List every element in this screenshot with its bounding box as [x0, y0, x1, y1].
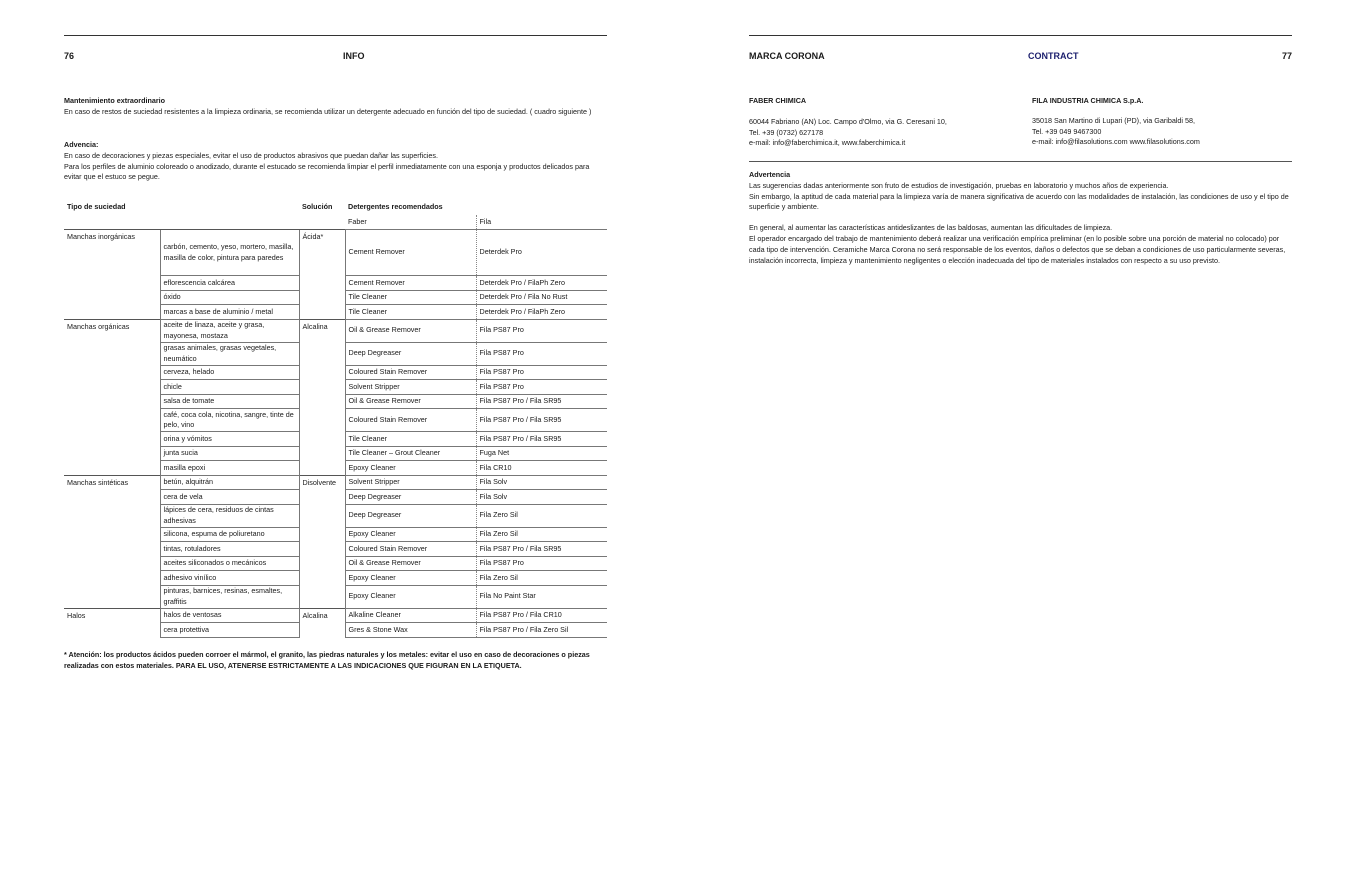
- col-header-solution: Solución: [302, 201, 333, 211]
- fila-product: Fila PS87 Pro / Fila SR95: [476, 409, 607, 432]
- right-page: [749, 0, 1292, 881]
- footnote: * Atención: los productos ácidos pueden corroer el mármol, el granito, las piedras naturales y los metales: evitar el uso en caso de decoraciones o piezas realizadas con estos materiales. PARA EL USO, ATENERSE ESTRICTAMENTE A LAS INDICACIONES QUE FIGURAN EN LA ETIQUETA.: [64, 650, 590, 670]
- stain-description: salsa de tomate: [160, 394, 299, 409]
- maintenance-text: En caso de restos de suciedad resistentes a la limpieza ordinaria, se recomienda utilizar un detergente adecuado en función del tipo de suciedad. ( cuadro siguiente ): [64, 106, 592, 116]
- advertencia-title: Advertencia: [749, 170, 791, 179]
- faber-phone: Tel. +39 (0732) 627178: [749, 127, 824, 137]
- stain-description: grasas animales, grasas vegetales, neumático: [160, 342, 299, 365]
- stain-description: aceite de linaza, aceite y grasa, mayonesa, mostaza: [160, 319, 299, 342]
- table-row: [64, 230, 607, 276]
- page-number: 76: [64, 51, 75, 61]
- faber-product: Coloured Stain Remover: [345, 365, 476, 380]
- stain-description: marcas a base de aluminio / metal: [160, 305, 299, 320]
- table-row: [64, 475, 607, 490]
- top-rule: [749, 35, 1292, 36]
- faber-product: Solvent Stripper: [345, 475, 476, 490]
- faber-name: FABER CHIMICA: [749, 96, 807, 105]
- faber-product: Coloured Stain Remover: [345, 542, 476, 557]
- faber-contact: [749, 96, 1019, 149]
- advertencia-p2-line2: El operador encargado del trabajo de mantenimiento deberá realizar una verificación empírica preliminar (en lo posible sobre una porción de material no colocado) por cada tipo de intervención. Ceramiche Marca Corona no será responsable de los eventos, daños o defectos que se deban a condiciones de uso particularmente severas, instalación incorrecta, limpieza y mantenimiento negligentes o elección inadecuada del tipo de materiales instalados con respecto a su uso previsto.: [749, 233, 1286, 265]
- fila-product: Fila No Paint Star: [476, 585, 607, 608]
- faber-product: Tile Cleaner – Grout Cleaner: [345, 446, 476, 461]
- fila-address: 35018 San Martino di Lupari (PD), via Garibaldi 58,: [1032, 115, 1196, 125]
- fila-product: Fila CR10: [476, 461, 607, 476]
- warning-section: [64, 140, 607, 183]
- fila-product: Fila Zero Sil: [476, 504, 607, 527]
- warning-line-2: Para los perfiles de aluminio coloreado o anodizado, durante el estucado se recomienda limpiar el perfil inmediatamente con una esponja y productos delicados para evitar que el estuco se pegue.: [64, 161, 590, 182]
- faber-product: Cement Remover: [345, 230, 476, 276]
- faber-product: Deep Degreaser: [345, 342, 476, 365]
- stain-description: adhesivo vinílico: [160, 571, 299, 586]
- page-header-right: [749, 51, 1292, 65]
- fila-phone: Tel. +39 049 9467300: [1032, 126, 1102, 136]
- faber-address: 60044 Fabriano (AN) Loc. Campo d'Olmo, via G. Ceresani 10,: [749, 116, 947, 126]
- col-header-type: Tipo de suciedad: [67, 201, 126, 211]
- advertencia-section: [749, 170, 1292, 266]
- maintenance-title: Mantenimiento extraordinario: [64, 96, 166, 105]
- faber-product: Coloured Stain Remover: [345, 409, 476, 432]
- faber-product: Alkaline Cleaner: [345, 608, 476, 623]
- col-header-detergents: Detergentes recomendados: [348, 201, 443, 211]
- faber-product: Tile Cleaner: [345, 290, 476, 305]
- divider: [749, 161, 1292, 162]
- advertencia-p1-line1: Las sugerencias dadas anteriormente son fruto de estudios de investigación, pruebas en laboratorio y muchos años de experiencia.: [749, 180, 1169, 190]
- faber-email: e-mail: info@faberchimica.it, www.faberchimica.it: [749, 138, 906, 148]
- faber-product: Oil & Grease Remover: [345, 556, 476, 571]
- fila-product: Fila Zero Sil: [476, 571, 607, 586]
- section-contract: CONTRACT: [1028, 51, 1079, 61]
- stain-table: [64, 199, 607, 638]
- fila-product: Deterdek Pro / Fila No Rust: [476, 290, 607, 305]
- fila-product: Fila PS87 Pro / Fila SR95: [476, 432, 607, 447]
- solution-type: Disolvente: [299, 475, 345, 608]
- stain-description: óxido: [160, 290, 299, 305]
- table-row: [64, 319, 607, 342]
- page-number: 77: [1281, 51, 1292, 61]
- faber-product: Solvent Stripper: [345, 380, 476, 395]
- stain-type: Manchas sintéticas: [64, 475, 160, 608]
- faber-product: Epoxy Cleaner: [345, 571, 476, 586]
- faber-product: Deep Degreaser: [345, 490, 476, 505]
- solution-type: Alcalina: [299, 608, 345, 637]
- faber-product: Cement Remover: [345, 276, 476, 291]
- stain-description: carbón, cemento, yeso, mortero, masilla, masilla de color, pintura para paredes: [160, 230, 299, 276]
- fila-product: Fila PS87 Pro / Fila SR95: [476, 394, 607, 409]
- advertencia-p1-line2: Sin embargo, la aptitud de cada material para la limpieza varía de manera significativa de acuerdo con las modalidades de instalación, las condiciones de uso y el tipo de superficie y ambiente.: [749, 191, 1289, 212]
- stain-description: masilla epoxi: [160, 461, 299, 476]
- top-rule: [64, 35, 607, 36]
- stain-description: cera protettiva: [160, 623, 299, 638]
- fila-product: Deterdek Pro: [476, 230, 607, 276]
- fila-product: Fila PS87 Pro / Fila Zero Sil: [476, 623, 607, 638]
- table-row: [64, 608, 607, 623]
- faber-product: Deep Degreaser: [345, 504, 476, 527]
- page-header-left: [64, 51, 607, 65]
- stain-description: cerveza, helado: [160, 365, 299, 380]
- faber-product: Epoxy Cleaner: [345, 527, 476, 542]
- faber-product: Epoxy Cleaner: [345, 461, 476, 476]
- faber-product: Oil & Grease Remover: [345, 394, 476, 409]
- stain-description: aceites siliconados o mecánicos: [160, 556, 299, 571]
- faber-product: Epoxy Cleaner: [345, 585, 476, 608]
- stain-description: silicona, espuma de poliuretano: [160, 527, 299, 542]
- fila-product: Fila PS87 Pro / Fila CR10: [476, 608, 607, 623]
- col-header-fila: Fila: [476, 215, 607, 230]
- fila-contact: [1032, 96, 1292, 148]
- fila-product: Fila Solv: [476, 490, 607, 505]
- stain-description: pinturas, barnices, resinas, esmaltes, graffitis: [160, 585, 299, 608]
- fila-product: Fila PS87 Pro: [476, 342, 607, 365]
- stain-description: lápices de cera, residuos de cintas adhesivas: [160, 504, 299, 527]
- faber-product: Oil & Grease Remover: [345, 319, 476, 342]
- maintenance-section: [64, 96, 607, 118]
- fila-name: FILA INDUSTRIA CHIMICA S.p.A.: [1032, 96, 1144, 105]
- stain-description: tintas, rotuladores: [160, 542, 299, 557]
- stain-description: cera de vela: [160, 490, 299, 505]
- warning-title: Advencia:: [64, 140, 99, 149]
- col-header-faber: Faber: [345, 215, 476, 230]
- fila-product: Fila PS87 Pro: [476, 556, 607, 571]
- stain-description: eflorescencia calcárea: [160, 276, 299, 291]
- faber-product: Tile Cleaner: [345, 305, 476, 320]
- stain-type: Manchas inorgánicas: [64, 230, 160, 320]
- fila-product: Fila PS87 Pro: [476, 365, 607, 380]
- fila-product: Deterdek Pro / FilaPh Zero: [476, 276, 607, 291]
- warning-line-1: En caso de decoraciones y piezas especiales, evitar el uso de productos abrasivos que puedan dañar las superficies.: [64, 150, 438, 160]
- table-header-row: [64, 199, 607, 215]
- advertencia-p2-line1: En general, al aumentar las características antideslizantes de las baldosas, aumentan las dificultades de limpieza.: [749, 223, 1113, 233]
- fila-product: Fila PS87 Pro: [476, 380, 607, 395]
- fila-email: e-mail: info@filasolutions.com www.filasolutions.com: [1032, 137, 1200, 147]
- brand-name: MARCA CORONA: [749, 51, 825, 61]
- left-page: [64, 0, 607, 881]
- fila-product: Fila PS87 Pro / Fila SR95: [476, 542, 607, 557]
- stain-description: café, coca cola, nicotina, sangre, tinte de pelo, vino: [160, 409, 299, 432]
- faber-product: Tile Cleaner: [345, 432, 476, 447]
- stain-description: chicle: [160, 380, 299, 395]
- fila-product: Deterdek Pro / FilaPh Zero: [476, 305, 607, 320]
- fila-product: Fuga Net: [476, 446, 607, 461]
- table-subheader-row: [64, 215, 607, 230]
- fila-product: Fila Solv: [476, 475, 607, 490]
- stain-description: betún, alquitrán: [160, 475, 299, 490]
- section-title: INFO: [343, 51, 365, 61]
- stain-type: Halos: [64, 608, 160, 637]
- faber-product: Gres & Stone Wax: [345, 623, 476, 638]
- fila-product: Fila PS87 Pro: [476, 319, 607, 342]
- stain-description: junta sucia: [160, 446, 299, 461]
- stain-type: Manchas orgánicas: [64, 319, 160, 475]
- fila-product: Fila Zero Sil: [476, 527, 607, 542]
- stain-description: orina y vómitos: [160, 432, 299, 447]
- solution-type: Alcalina: [299, 319, 345, 475]
- stain-description: halos de ventosas: [160, 608, 299, 623]
- solution-type: Ácida*: [299, 230, 345, 320]
